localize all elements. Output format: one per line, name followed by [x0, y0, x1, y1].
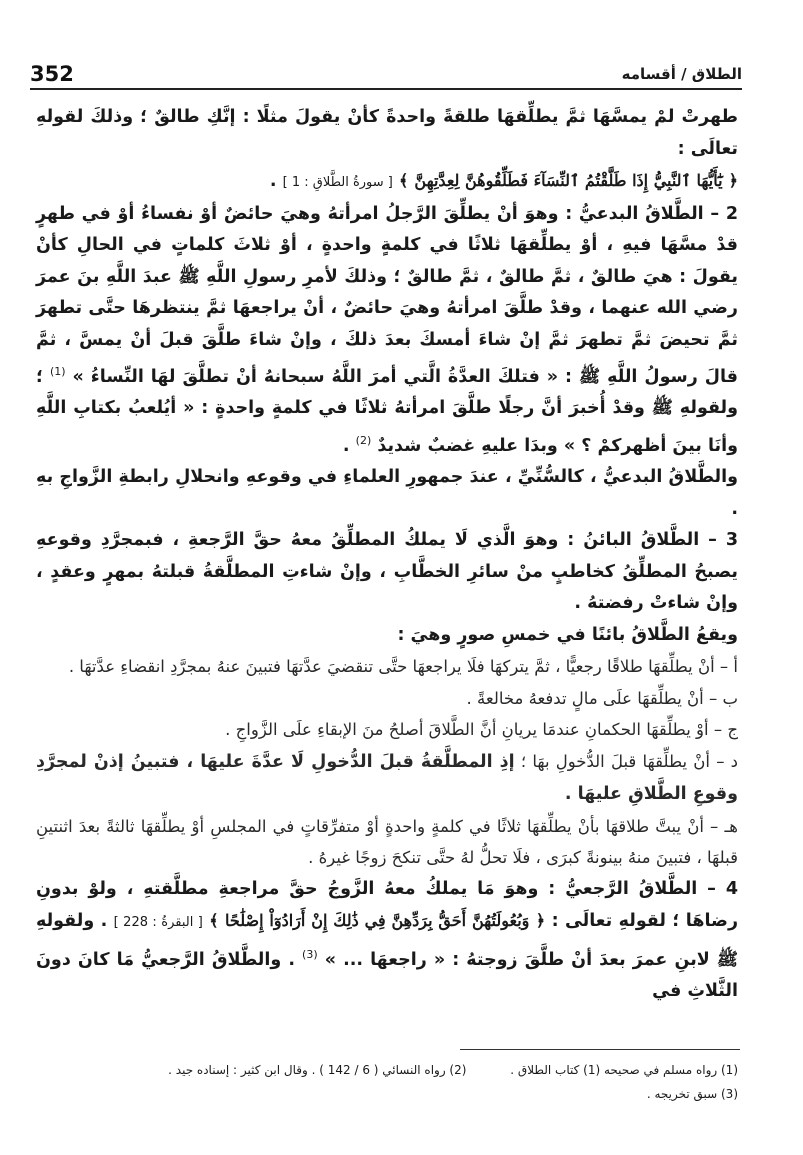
footnote-row-2	[36, 1082, 738, 1106]
footnote-2: (2) رواه النسائي ( 6 / 142 ) . وقال ابن كثير : إسناده جيد .	[168, 1063, 467, 1077]
paragraph-rajii-text: 4 – الطَّلاقُ الرَّجعيُّ : وهوَ مَا يملكُ معهُ الزَّوجُ حقَّ مراجعةِ مطلَّقتهِ ، ولوْ بدونِ رضاهَا ؛ لقولهِ تعالَى :	[36, 878, 739, 932]
page-body	[36, 102, 738, 1007]
opening-line: طهرتْ لمْ يمسَّهَا ثمَّ يطلِّقهَا طلقةً واحدةً كأنْ يقولَ مثلًا : إنَّكِ طالقٌ ؛ وذلكَ لقولهِ تعالَى :	[36, 107, 738, 159]
verse-2-open-bracket: ﴿	[535, 911, 546, 931]
page-number: 352	[30, 62, 74, 86]
footnote-marker-1: (1)	[49, 365, 66, 378]
list-item-jim: ج – أوْ يطلِّقهَا الحكمانِ عندمَا يريانِ أنَّ الطَّلاقَ أصلحُ منَ الإبقاءِ علَى الزَّواجِ .	[225, 720, 738, 740]
header-rule	[30, 88, 742, 90]
footnote-3: (3) سبق تخريجه .	[646, 1087, 738, 1101]
list-item-dal-text: د – أنْ يطلِّقهَا قبلَ الدُّخولِ بهَا ؛	[520, 751, 738, 771]
footnote-row-1	[36, 1058, 738, 1082]
list-item-dal	[36, 746, 738, 811]
paragraph-bidi-ruling: والطَّلاقُ البدعيُّ ، كالسُّنِّيِّ ، عندَ جمهورِ العلماءِ في وقوعهِ وانحلالِ رابطةِ الزَّواجِ بهِ .	[36, 467, 738, 519]
page-header	[30, 62, 742, 86]
paragraph-bidi-text: 2 – الطَّلاقُ البدعيُّ : وهوَ أنْ يطلِّقَ الرَّجلُ امرأتهُ وهيَ حائضٌ أوْ نفساءُ أوْ في طهرٍ قدْ مسَّهَا فيهِ ، أوْ يطلِّقهَا ثلاثًا في كلمةٍ واحدةٍ ، أوْ ثلاثَ كلماتٍ في الحالِ كأنْ يقولَ : هيَ طالقٌ ، ثمَّ طالقٌ ، ثمَّ طالقٌ ؛ وذلكَ لأمرِ رسولِ اللَّهِ ﷺ عبدَ اللَّهِ بنَ عمرَ رضي الله عنهما ، وقدْ طلَّقَ امرأتهُ وهيَ حائضٌ ، أنْ يراجعهَا ثمَّ ينتظرهَا حتَّى تطهرَ ثمَّ تحيضَ ثمَّ تطهرَ ثمَّ إنْ شاءَ أمسكَ بعدَ ذلكَ ، وإنْ شاءَ طلَّقَ قبلَ أنْ يمسَّ ، ثمَّ قالَ رسولُ اللَّهِ ﷺ : « فتلكَ العدَّةُ الَّتي أمرَ اللَّهُ سبحانهُ أنْ تطلَّقَ لهَا النِّساءُ »	[36, 203, 739, 387]
paragraph-rajii-divorce	[36, 874, 738, 1008]
paragraph-bain-divorce: 3 – الطَّلاقُ البائنُ : وهوَ الَّذي لَا يملكُ المطلِّقُ معهُ حقَّ الرَّجعةِ ، فبمجرَّدِ وقوعهِ يصبحُ المطلِّقُ كخاطبٍ منْ سائرِ الخطَّابِ ، وإنْ شاءتِ المطلَّقةُ قبلتهُ بمهرٍ وعقدٍ ، وإنْ شاءتْ رفضتهُ .	[36, 530, 738, 614]
verse-1-text: يَٰٓأَيُّهَا ٱلنَّبِيُّ إِذَا طَلَّقْتُمُ ٱلنِّسَآءَ فَطَلِّقُوهُنَّ لِعِدَّتِهِنَّ	[414, 171, 723, 190]
list-item-dal-bold-text: إذِ المطلَّقةُ قبلَ الدُّخولِ لَا عدَّةَ عليهَا ، فتبينُ إذنْ لمجرَّدِ وقوعِ الطَّلاقِ عليهَا .	[36, 751, 738, 805]
footnote-1: (1) رواه مسلم في صحيحه (1) كتاب الطلاق .	[510, 1063, 738, 1077]
list-item-alif: أ – أنْ يطلِّقهَا طلاقًا رجعيًّا ، ثمَّ يتركهَا فلَا يراجعهَا حتَّى تنقضيَ عدَّتهَا فتبينَ عنهُ بمجرَّدِ انقضاءِ عدَّتهَا .	[68, 657, 738, 677]
paragraph-bidi-divorce	[36, 199, 738, 463]
footnote-marker-3: (3)	[302, 947, 318, 961]
footnote-marker-2: (2)	[355, 433, 372, 447]
verse-1-open-bracket: ﴿	[728, 171, 738, 190]
running-title: الطلاق / أقسامه	[621, 65, 742, 83]
footnotes	[36, 1058, 738, 1106]
paragraph-rajii-end: . والطَّلاقُ الرَّجعيُّ مَا كانَ دونَ الثَّلاثِ في	[36, 949, 738, 1001]
list-item-ba: ب – أنْ يطلِّقهَا علَى مالٍ تدفعهُ مخالعةً .	[466, 688, 738, 708]
paragraph-bidi-end: .	[342, 435, 350, 456]
list-item-ha: هـ – أنْ يبتَّ طلاقهَا بأنْ يطلِّقهَا ثلاثًا في كلمةٍ واحدةٍ أوْ متفرِّقاتٍ في المجلسِ أوْ يطلِّقهَا ثالثةً بعدَ اثنتينِ قبلهَا ، فتبينَ منهُ بينونةً كبرَى ، فلَا تحلُّ لهُ حتَّى تنكحَ زوجًا غيرهُ .	[36, 816, 738, 868]
footnote-rule	[460, 1049, 740, 1050]
quran-verse-1	[36, 165, 738, 199]
paragraph-bidi-continuation: ؛ ولقولهِ ﷺ وقدْ أُخبرَ أنَّ رجلًا طلَّقَ امرأتهُ ثلاثًا في كلمةٍ واحدةٍ : « أيُلعبُ بكتابِ اللَّهِ وأنَا بينَ أظهركمْ ؟ » وبدَا عليهِ غضبٌ شديدٌ	[36, 366, 738, 456]
verse-1-end: .	[269, 171, 277, 191]
verse-1-close-bracket: ﴾	[398, 171, 409, 190]
verse-1-reference: [ سورةُ الطَّلاقِ : 1 ]	[282, 175, 393, 190]
verse-2-text: وَبُعُولَتُهُنَّ أَحَقُّ بِرَدِّهِنَّ فِي ذَٰلِكَ إِنْ أَرَادُوٓاْ إِصْلَٰحًا	[225, 911, 530, 931]
verse-2-reference: [ البقرةُ : 228 ]	[113, 915, 203, 931]
verse-2-close-bracket: ﴾	[209, 911, 219, 931]
paragraph-five-forms-heading: ويقعُ الطَّلاقُ بائنًا في خمسِ صورٍ وهيَ :	[397, 624, 738, 645]
paragraph-rajii-continuation: . ولقولهِ ﷺ لابنِ عمرَ بعدَ أنْ طلَّقَ زوجتهُ : « راجعهَا ... »	[36, 911, 739, 970]
